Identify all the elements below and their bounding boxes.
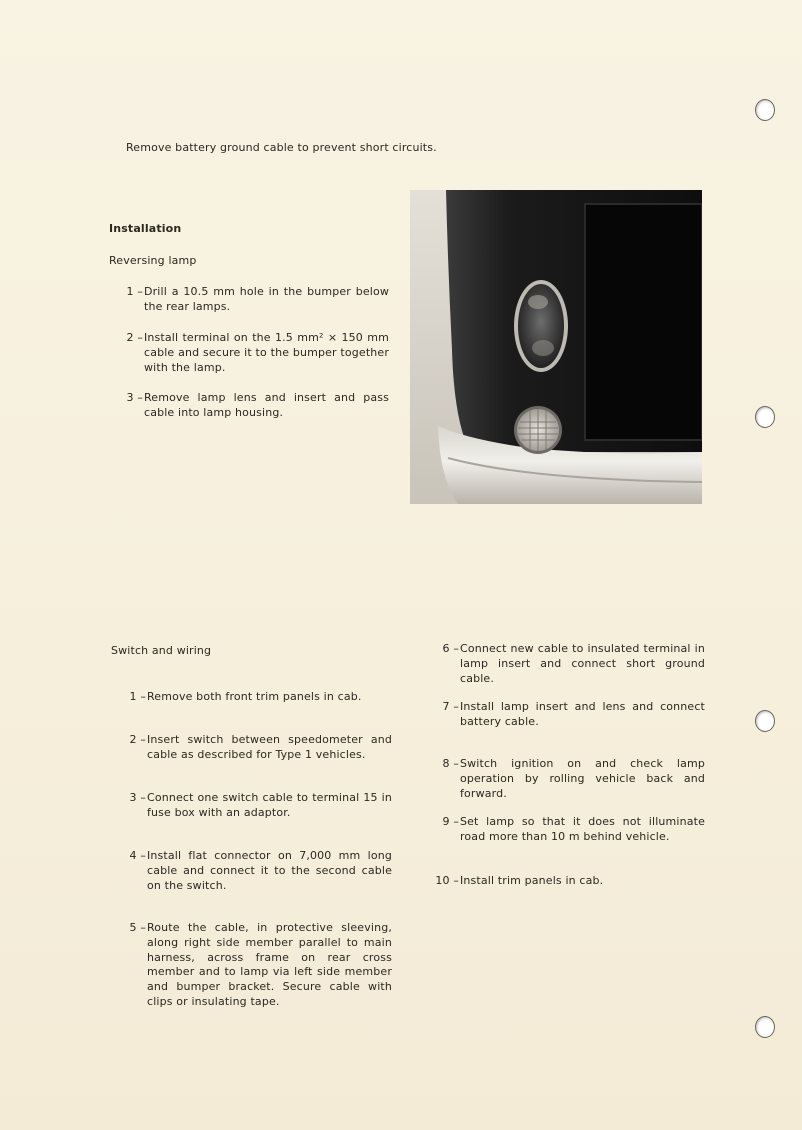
section-heading: Switch and wiring: [111, 644, 212, 657]
binder-hole: [755, 1016, 775, 1038]
installation-step: 1 – Drill a 10.5 mm hole in the bumper below the rear lamps.: [126, 285, 389, 313]
intro-note: Remove battery ground cable to prevent short circuits.: [126, 141, 437, 154]
binder-hole: [755, 406, 775, 428]
wiring-step: 8 – Switch ignition on and check lamp operation by rolling vehicle back and forward.: [442, 757, 705, 800]
wiring-step: 7 – Install lamp insert and lens and connect battery cable.: [442, 700, 705, 728]
wiring-step: 3 – Connect one switch cable to terminal 15 in fuse box with an adaptor.: [129, 791, 392, 819]
installation-step: 2 – Install terminal on the 1.5 mm² × 150 mm cable and secure it to the bumper together with the lamp.: [126, 331, 389, 374]
binder-hole: [755, 99, 775, 121]
section-heading: Installation: [109, 222, 182, 235]
binder-hole: [755, 710, 775, 732]
subsection-heading: Reversing lamp: [109, 254, 197, 267]
wiring-step: 10 – Install trim panels in cab.: [435, 874, 604, 887]
wiring-step: 6 – Connect new cable to insulated terminal in lamp insert and connect short ground cable.: [442, 642, 705, 685]
wiring-step: 2 – Insert switch between speedometer and cable as described for Type 1 vehicles.: [129, 733, 392, 761]
wiring-step: 4 – Install flat connector on 7,000 mm long cable and connect it to the second cable on the switch.: [129, 849, 392, 892]
wiring-step: 1 – Remove both front trim panels in cab.: [129, 690, 362, 703]
wiring-step: 5 – Route the cable, in protective sleeving, along right side member parallel to main harness, across frame on rear cross member and to lamp via left side member and bumper bracket. Secure cable with clips or insulating tape.: [129, 921, 392, 1008]
reversing-lamp-photo: [410, 190, 702, 504]
installation-step: 3 – Remove lamp lens and insert and pass cable into lamp housing.: [126, 391, 389, 419]
wiring-step: 9 – Set lamp so that it does not illuminate road more than 10 m behind vehicle.: [442, 815, 705, 843]
